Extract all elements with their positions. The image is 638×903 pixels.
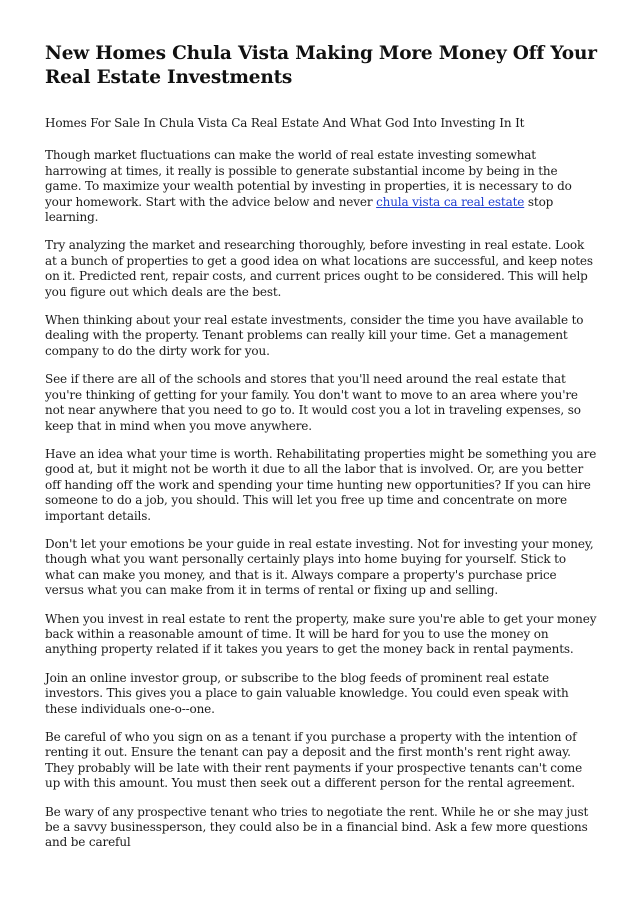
real-estate-link[interactable]: chula vista ca real estate [376,194,525,209]
body-paragraph: Be careful of who you sign on as a tenant if you purchase a property with the intention of renting it out. Ensure the tenant can pay a deposit and the first month's rent right away. They probably will be late with their rent payments if your prospective tenants can't come up with this amount. You must then seek out a different person for the rental agreement. [45,730,583,791]
body-paragraph: When thinking about your real estate investments, consider the time you have available to dealing with the property. Tenant problems can really kill your time. Get a management company to do the dirty work for you. [45,313,584,358]
document-subtitle: Homes For Sale In Chula Vista Ca Real Estate And What God Into Investing In It [45,116,525,130]
body-paragraph: Be wary of any prospective tenant who tries to negotiate the rent. While he or she may just be a savvy businessperson, they could also be in a financial bind. Ask a few more questions and be careful [45,804,589,850]
body-paragraph: See if there are all of the schools and stores that you'll need around the real estate that you're thinking of getting for your family. You don't want to move to an area where you're not near anywhere that you need to go to. It would cost you a lot in traveling expenses, so keep that in mind when you move anywhere. [45,372,581,433]
intro-text-after-link: stop learning. [45,194,554,225]
body-paragraph: Have an idea what your time is worth. Rehabilitating properties might be something you are good at, but it might not be worth it due to all the labor that is involved. Or, are you better off handing off the work and spending your time hunting new opportunities? If you can hire someone to do a job, you should. This will let you free up time and concentrate on more important details. [45,446,597,523]
body-paragraph: Don't let your emotions be your guide in real estate investing. Not for investing your money, though what you want personally certainly plays into home buying for yourself. Stick to what can make you money, and that is it. Always compare a property's purchase price versus what you can make from it in terms of rental or fixing up and selling. [45,536,594,598]
document-page [45,42,597,864]
body-paragraph: Try analyzing the market and researching thoroughly, before investing in real estate. Look at a bunch of properties to get a good idea on what locations are successful, and keep notes on it. Predicted rent, repair costs, and current prices ought to be considered. This will help you figure out which deals are the best. [45,238,593,299]
document-title: New Homes Chula Vista Making More Money Off Your Real Estate Investments [45,43,597,88]
intro-text-before-link: Though market fluctuations can make the world of real estate investing somewhat harrowing at times, it really is possible to generate substantial income by being in the game. To maximize your wealth potential by investing in properties, it is necessary to do your homework. Start with the advice below and never [45,148,572,209]
body-paragraph: When you invest in real estate to rent the property, make sure you're able to get your money back within a reasonable amount of time. It will be hard for you to use the money on anything property related if it takes you years to get the money back in rental payments. [45,611,597,657]
intro-paragraph [45,148,597,225]
body-paragraph: Join an online investor group, or subscribe to the blog feeds of prominent real estate investors. This gives you a place to gain valuable knowledge. You could even speak with these individuals one-o--one. [45,670,569,716]
